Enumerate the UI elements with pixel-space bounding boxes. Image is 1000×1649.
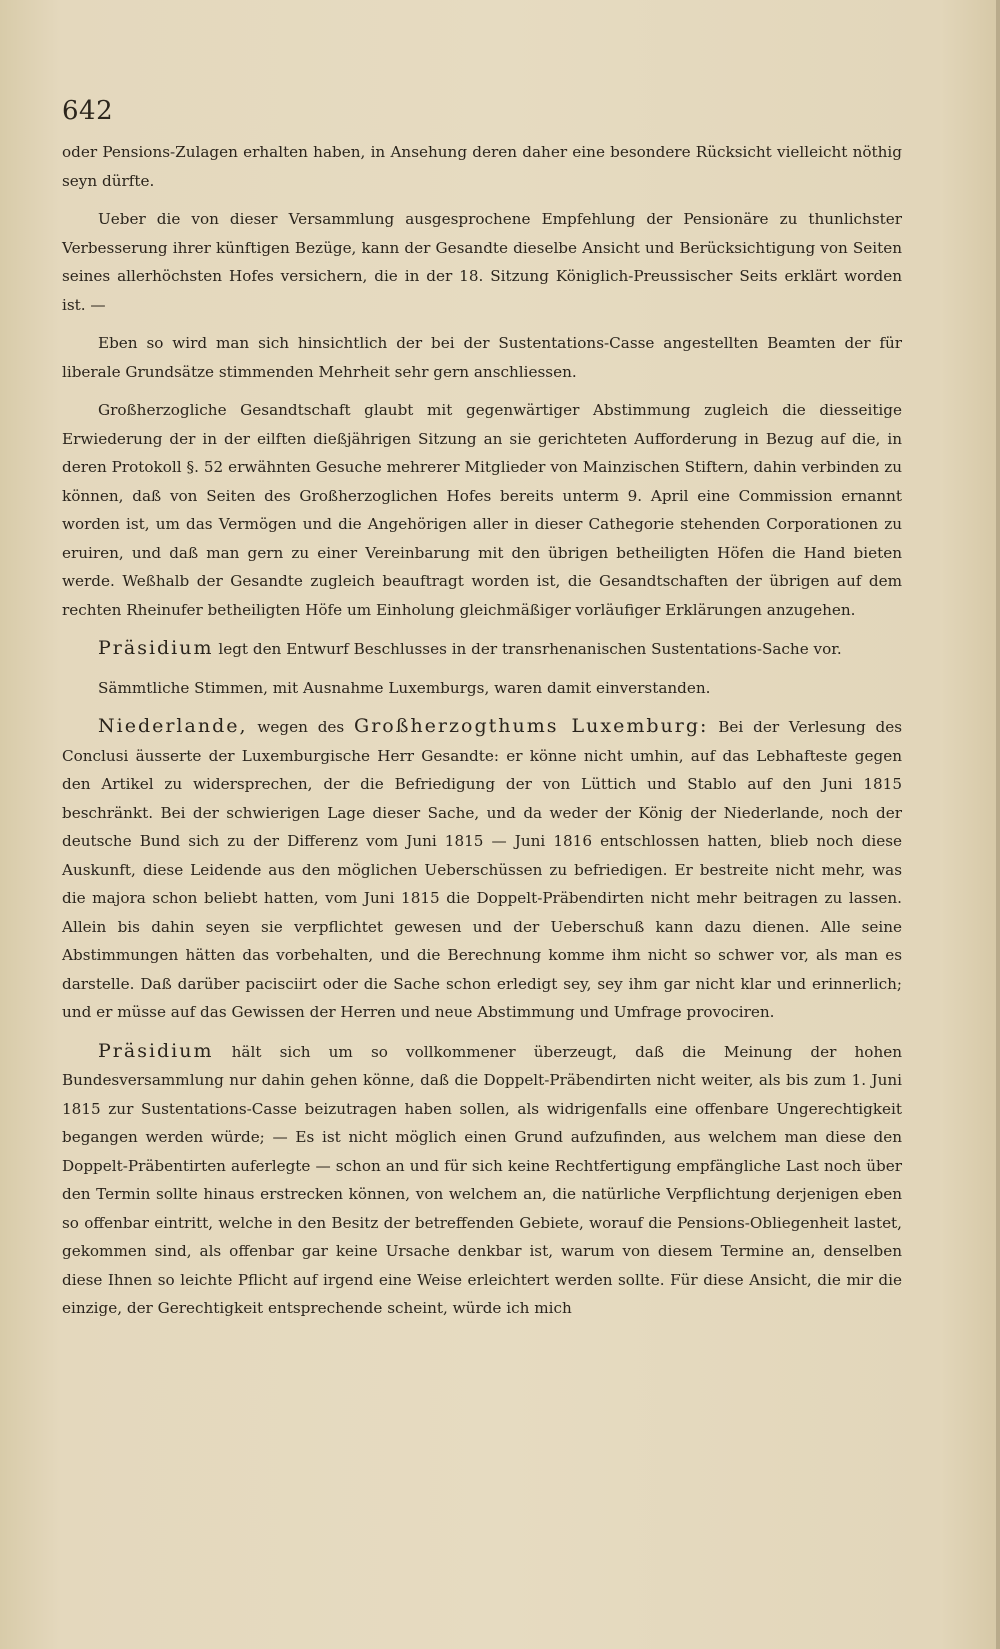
paragraph-text: legt den Entwurf Beschlusses in der transrhenanischen Sustentations-Sache vor. [213,640,842,658]
paragraph [62,634,902,664]
page-number: 642 [62,96,114,126]
body-text [62,138,902,1333]
paragraph [62,329,902,386]
spaced-heading-text: Präsidium [98,637,214,659]
spaced-heading-text: Niederlande, [98,715,248,737]
paragraph [62,138,902,195]
paragraph-text: wegen des [247,718,355,736]
paragraph [62,396,902,624]
paragraph-text: hält sich um so vollkommener überzeugt, daß die Meinung der hohen Bundesversammlung nur dahin gehen könne, daß die Doppelt-Präbendirten nicht weiter, als bis zum 1. Juni 1815 zur Sustentations-Casse beizutragen haben sollen, als widrigenfalls eine offenbare Ungerechtigkeit begangen werden würde; — Es ist nicht möglich einen Grund aufzufinden, aus welchem man diese den Doppelt-Präbentirten auferlegte — schon an und für sich keine Rechtfertigung empfängliche Last noch über den Termin sollte hinaus erstrecken können, von welchem an, die natürliche Verpflichtung derjenigen eben so offenbar eintritt, welche in den Besitz der betreffenden Gebiete, worauf die Pensions-Obliegenheit lastet, gekommen sind, als offenbar gar keine Ursache denkbar ist, warum von diesem Termine an, denselben diese Ihnen so leichte Pflicht auf irgend eine Weise erleichtert werden sollte. Für diese Ansicht, die mir die einzige, der Gerechtigkeit entsprechende scheint, würde ich mich [62,1042,902,1317]
paragraph-text: Großherzogliche Gesandtschaft glaubt mit gegenwärtiger Abstimmung zugleich die diesseitige Erwiederung der in der eilften dießjährigen Sitzung an sie gerichteten Aufforderung in Bezug auf die, in deren Protokoll §. 52 erwähnten Gesuche mehrerer Mitglieder von Mainzischen Stiftern, dahin verbinden zu können, daß von Seiten des Großherzoglichen Hofes bereits unterm 9. April eine Commission ernannt worden ist, um das Vermögen und die Angehörigen aller in dieser Cathegorie stehenden Corporationen zu eruiren, und daß man gern zu einer Vereinbarung mit den übrigen betheiligten Höfen die Hand bieten werde. Weßhalb der Gesandte zugleich beauftragt worden ist, die Gesandtschaften der übrigen auf dem rechten Rheinufer betheiligten Höfe um Einholung gleichmäßiger vorläufiger Erklärungen anzugehen. [62,401,902,619]
paragraph-text: Ueber die von dieser Versammlung ausgesprochene Empfehlung der Pensionäre zu thunlichster Verbesserung ihrer künftigen Bezüge, kann der Gesandte dieselbe Ansicht und Berücksichtigung von Seiten seines allerhöchsten Hofes versichern, die in der 18. Sitzung Königlich-Preussischer Seits erklärt worden ist. — [62,210,902,314]
paragraph [62,205,902,319]
paragraph-text: Bei der Verlesung des Conclusi äusserte der Luxemburgische Herr Gesandte: er könne nicht umhin, auf das Lebhafteste gegen den Artikel zu widersprechen, der die Befriedigung der von Lüttich und Stablo auf den Juni 1815 beschränkt. Bei der schwierigen Lage dieser Sache, und da weder der König der Niederlande, noch der deutsche Bund sich zu der Differenz vom Juni 1815 — Juni 1816 entschlossen hatten, blieb noch diese Auskunft, diese Leidende aus den möglichen Ueberschüssen zu befriedigen. Er bestreite nicht mehr, was die majora schon beliebt hatten, vom Juni 1815 die Doppelt-Präbendirten nicht mehr beitragen zu lassen. Allein bis dahin seyen sie verpflichtet gewesen und der Ueberschuß kann dazu dienen. Alle seine Abstimmungen hätten das vorbehalten, und die Berechnung komme ihm nicht so schwer vor, als man es darstelle. Daß darüber pacisciirt oder die Sache schon erledigt sey, sey ihm gar nicht klar und erinnerlich; und er müsse auf das Gewissen der Herren und neue Abstimmung und Umfrage provociren. [62,718,903,1021]
paragraph [62,1037,902,1323]
paragraph [62,712,902,1027]
paragraph-text: Sämmtliche Stimmen, mit Ausnahme Luxemburgs, waren damit einverstanden. [98,678,711,697]
spaced-heading-text: Präsidium [98,1039,214,1062]
spaced-heading-text: Großherzogthums Luxemburg: [354,715,709,737]
paragraph-text: Eben so wird man sich hinsichtlich der bei der Sustentations-Casse angestellten Beamten der für liberale Grundsätze stimmenden Mehrheit sehr gern anschliessen. [62,334,902,381]
paragraph [62,674,902,703]
paragraph-text: oder Pensions-Zulagen erhalten haben, in Ansehung deren daher eine besondere Rücksicht vielleicht nöthig seyn dürfte. [62,143,902,190]
